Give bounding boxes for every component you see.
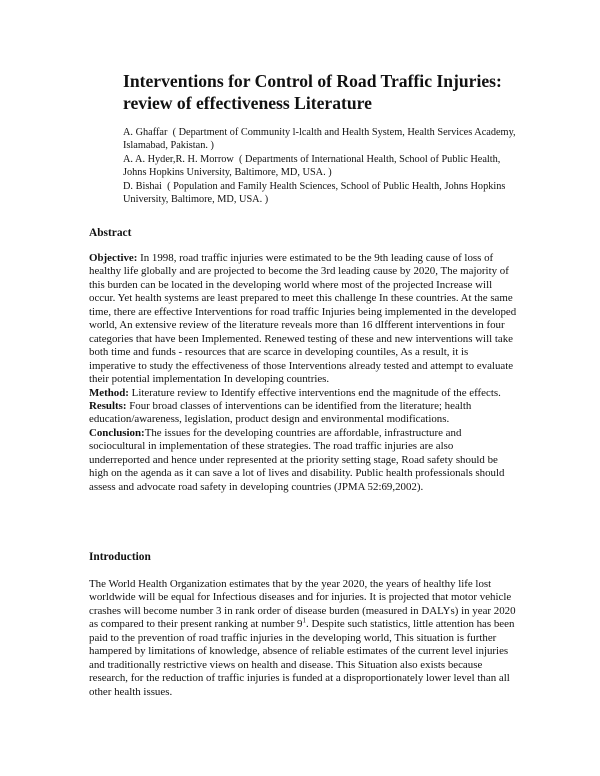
reference-marker: 1 <box>302 616 307 625</box>
paper-title <box>123 70 543 114</box>
abstract-method <box>89 387 517 400</box>
author-affiliation: ( Departments of International Health, School of Public Health, Johns Hopkins University, Baltimore, MD, USA. ) <box>123 153 501 179</box>
abstract-conclusion <box>89 427 517 494</box>
author-name: A. A. Hyder,R. H. Morrow <box>123 153 234 165</box>
author-entry <box>123 126 523 153</box>
introduction-text-continued: . Despite such statistics, little attention has been paid to the prevention of road traffic injuries in the developing world, This situation is further hampered by limitations of knowledge, absence of reliable estimates of the current level injuries and traditionally restrictive views on health and disease. This Situation also exists because research, for the reduction of traffic injuries is funded at a disproportionately lower level than all other health issues. <box>89 618 515 698</box>
objective-text: In 1998, road traffic injuries were estimated to be the 9th leading cause of loss of healthy life globally and are projected to become the 3rd leading cause by 2020, The majority of this burden can be located in the developing world where most of the projected Increase will occur. Yet health systems are least prepared to meet this challenge In these countries. At the same time, there are effective Interventions for road traffic Injuries being implemented in the developed world, An extensive review of the literature reveals more than 16 dIfferent interventions in four categories that have been Implemented. Renewed testing of these and new interventions will take both time and funds - resources that are scarce in developing countiles, As a result, it is imperative to study the effectiveness of those Interventions already tested and attempt to evaluate their potential implementation In developing countries. <box>89 252 517 386</box>
abstract-body <box>89 252 517 494</box>
abstract-objective <box>89 252 517 387</box>
introduction-paragraph <box>89 578 521 699</box>
results-text: Four broad classes of interventions can be identified from the literature; health education/awareness, legislation, product design and environmental modifications. <box>89 399 472 426</box>
author-affiliation: ( Department of Community l-lcalth and Health System, Health Services Academy, Islamabad, Pakistan. ) <box>123 127 516 152</box>
author-entry <box>123 180 523 207</box>
method-text: Literature review to Identify effective interventions end the magnitude of the effects. <box>131 386 501 399</box>
introduction-text: The World Health Organization estimates that by the year 2020, the years of healthy life lost worldwide will be equal for Infectious diseases and for injuries. It is projected that motor vehicle crashes will become number 3 in rank order of disease burden (measured in DALYs) in year 2020 as compared to their present ranking at number 9 <box>89 578 516 631</box>
introduction-heading: Introduction <box>89 551 151 563</box>
paper-title-line-1: Interventions for Control of Road Traffic Injuries: <box>123 71 502 91</box>
author-name: D. Bishai <box>123 180 162 192</box>
abstract-results <box>89 400 517 427</box>
author-list <box>123 126 523 206</box>
paper-title-line-2: review of effectiveness Literature <box>123 93 372 113</box>
method-label: Method: <box>89 386 129 399</box>
author-name: A. Ghaffar <box>123 127 168 138</box>
objective-label: Objective: <box>89 252 138 264</box>
conclusion-label: Conclusion: <box>89 426 145 439</box>
author-affiliation: ( Population and Family Health Sciences, School of Public Health, Johns Hopkins University, Baltimore, MD, USA. ) <box>123 180 506 206</box>
author-entry <box>123 153 523 180</box>
results-label: Results: <box>89 399 127 412</box>
conclusion-text: The issues for the developing countries are affordable, infrastructure and sociocultural in implementation of these strategies. The road traffic injuries are also underreported and hence under represented at the priority setting stage, Road safety should be high on the agenda as it can save a lot of lives and disability. Public health professionals should assess and advocate road safety in developing countries (JPMA 52:69,2002). <box>89 426 505 493</box>
abstract-heading: Abstract <box>89 227 132 239</box>
